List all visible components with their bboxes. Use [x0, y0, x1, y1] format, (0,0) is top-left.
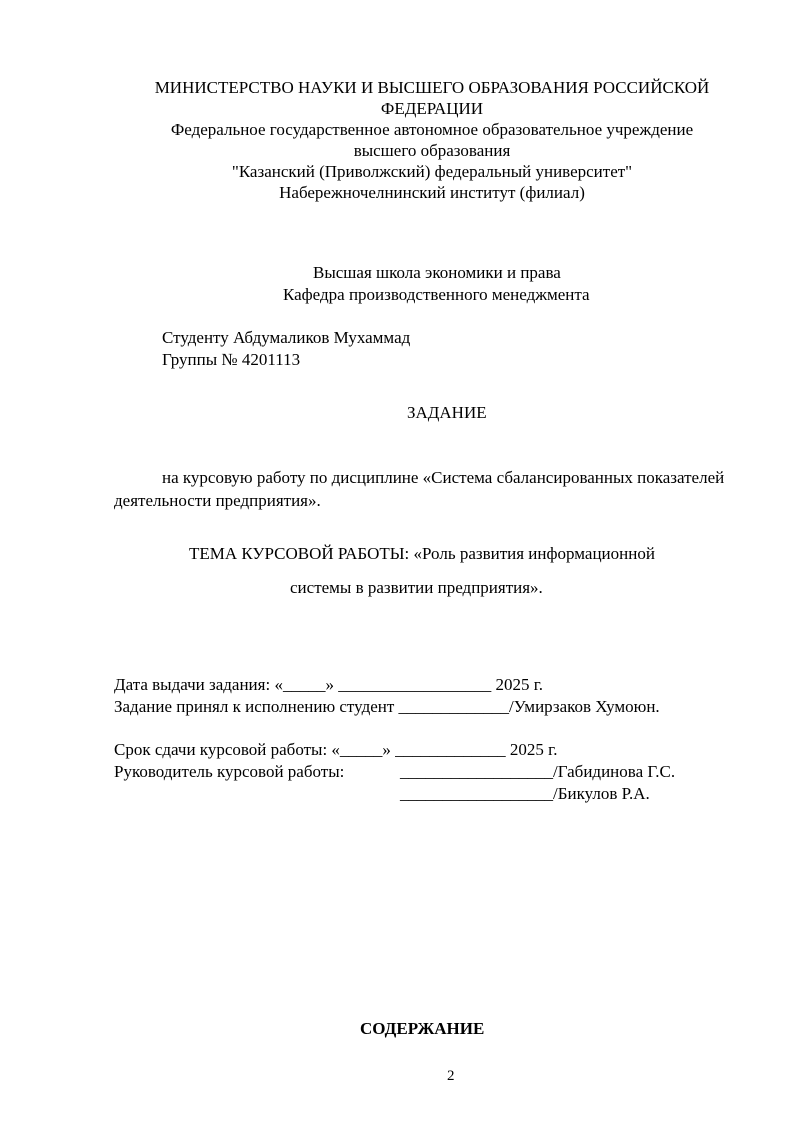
topic-line-2: системы в развитии предприятия».	[290, 578, 543, 597]
contents-title: СОДЕРЖАНИЕ	[360, 1019, 485, 1038]
topic-line-1: ТЕМА КУРСОВОЙ РАБОТЫ: «Роль развития информационной	[189, 544, 655, 563]
supervisor-1: __________________/Габидинова Г.С.	[400, 762, 676, 781]
student-name: Студенту Абдумаликов Мухаммад	[162, 328, 411, 347]
deadline-line: Срок сдачи курсовой работы: «_____» _____________ 2025 г.	[114, 740, 558, 759]
discipline-line-2: деятельности предприятия».	[114, 491, 321, 510]
header-line: Набережночелнинский институт (филиал)	[279, 183, 585, 202]
page-number: 2	[447, 1068, 455, 1084]
header-line: ФЕДЕРАЦИИ	[380, 99, 484, 118]
assignment-title: ЗАДАНИЕ	[407, 403, 487, 422]
accepted-line: Задание принял к исполнению студент _____________/Умирзаков Хумоюн.	[114, 697, 660, 716]
supervisor-label: Руководитель курсовой работы:	[114, 762, 345, 781]
header-line: МИНИСТЕРСТВО НАУКИ И ВЫСШЕГО ОБРАЗОВАНИЯ РОССИЙСКОЙ	[154, 78, 710, 97]
department-name: Кафедра производственного менеджмента	[283, 285, 590, 304]
supervisor-2: __________________/Бикулов Р.А.	[400, 784, 650, 803]
header-line: Федеральное государственное автономное образовательное учреждение	[170, 120, 694, 139]
ministry-header	[100, 77, 764, 203]
issue-date-line: Дата выдачи задания: «_____» __________________ 2025 г.	[114, 675, 543, 694]
discipline-line-1: на курсовую работу по дисциплине «Система сбалансированных показателей	[162, 468, 725, 487]
student-group: Группы № 4201113	[162, 350, 301, 369]
header-line: высшего образования	[353, 141, 511, 160]
header-line: "Казанский (Приволжский) федеральный университет"	[231, 162, 633, 181]
school-name: Высшая школа экономики и права	[313, 263, 561, 282]
